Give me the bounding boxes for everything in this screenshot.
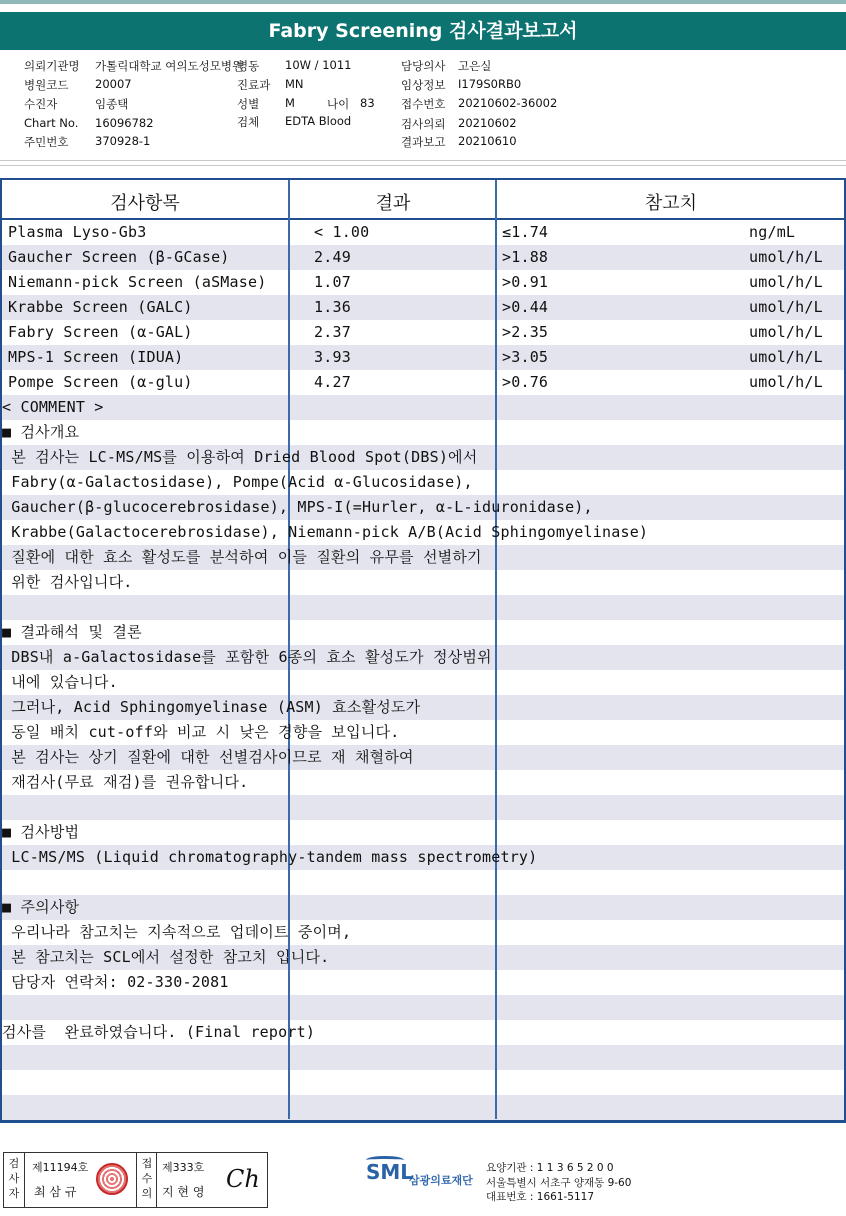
comment-line: 위한 검사입니다. (2, 573, 133, 591)
info-value: 고은실 (458, 59, 492, 73)
test-result: 3.93 (314, 348, 351, 366)
table-row (2, 220, 844, 245)
test-unit: umol/h/L (749, 348, 823, 366)
test-item: Pompe Screen (α-glu) (8, 373, 193, 391)
test-reference: >3.05 (502, 348, 549, 366)
results-table (0, 178, 846, 1123)
comment-line: 본 참고치는 SCL에서 설정한 참고치 입니다. (2, 948, 330, 966)
row-band (2, 995, 844, 1020)
header-result: 결과 (375, 193, 411, 214)
row-band (2, 595, 844, 620)
table-row (2, 370, 844, 395)
comment-line: 질환에 대한 효소 활성도를 분석하여 이들 질환의 유무를 선별하기 (2, 548, 482, 566)
test-result: 2.49 (314, 248, 351, 266)
comment-line: 검사를 완료하였습니다. (Final report) (2, 1023, 316, 1041)
tester-label: 검사자 (8, 1157, 20, 1200)
table-row (2, 345, 844, 370)
test-reference: >1.88 (502, 248, 549, 266)
signature: Ch (226, 1165, 260, 1193)
row-band (2, 820, 844, 845)
test-unit: umol/h/L (749, 323, 823, 341)
comment-line: Krabbe(Galactocerebrosidase), Niemann-pick A/B(Acid Sphingomyelinase) (2, 523, 649, 541)
comment-line: 재검사(무료 재검)를 권유합니다. (2, 773, 249, 791)
test-reference: ≤1.74 (502, 223, 549, 241)
info-label: 결과보고 (401, 135, 446, 149)
info-value: M (285, 96, 295, 110)
info-value: 10W / 1011 (285, 58, 352, 72)
address: 서울특별시 서초구 양재동 9-60 (486, 1177, 632, 1189)
brand-subtitle: 삼광의료재단 (409, 1174, 473, 1187)
table-header (2, 180, 844, 220)
comment-line: ■ 검사개요 (2, 423, 80, 441)
info-label: 접수번호 (401, 97, 446, 111)
header-divider-2 (0, 165, 846, 166)
row-band (2, 1045, 844, 1070)
signature-box (3, 1152, 268, 1208)
test-unit: ng/mL (749, 223, 796, 241)
test-reference: >0.91 (502, 273, 549, 291)
info-value: 임종택 (95, 97, 129, 111)
comment-line: DBS내 a-Galactosidase를 포함한 6종의 효소 활성도가 정상범위 (2, 648, 492, 666)
info-label: 성별 (237, 97, 260, 111)
tester-name: 최 삼 규 (34, 1185, 77, 1199)
test-item: Gaucher Screen (β-GCase) (8, 248, 230, 266)
comment-line: ■ 주의사항 (2, 898, 80, 916)
title-bar (0, 0, 846, 50)
institution-code: 요양기관 : 1 1 3 6 5 2 0 0 (486, 1162, 614, 1174)
test-unit: umol/h/L (749, 273, 823, 291)
table-row (2, 245, 844, 270)
row-band (2, 895, 844, 920)
row-band (2, 795, 844, 820)
info-label: 의뢰기관명 (24, 59, 80, 73)
comment-line: 내에 있습니다. (2, 673, 118, 691)
test-result: 1.36 (314, 298, 351, 316)
row-band (2, 420, 844, 445)
info-label: 담당의사 (401, 59, 446, 73)
age-value: 83 (360, 96, 375, 110)
info-value: 20210610 (458, 134, 517, 148)
info-value: MN (285, 77, 304, 91)
header-reference: 참고치 (644, 193, 698, 214)
comment-line: 동일 배치 cut-off와 비교 시 낮은 경향을 보입니다. (2, 723, 400, 741)
comment-line: LC-MS/MS (Liquid chromatography-tandem mass spectrometry) (2, 848, 538, 866)
comment-line: Gaucher(β-glucocerebrosidase), MPS-I(=Hurler, α-L-iduronidase), (2, 498, 593, 516)
info-value: 370928-1 (95, 134, 151, 148)
test-reference: >2.35 (502, 323, 549, 341)
header-divider (0, 160, 846, 161)
table-row (2, 320, 844, 345)
test-unit: umol/h/L (749, 373, 823, 391)
test-unit: umol/h/L (749, 248, 823, 266)
report-title: Fabry Screening 검사결과보고서 (0, 12, 846, 50)
test-result: 2.37 (314, 323, 351, 341)
comment-line: Fabry(α-Galactosidase), Pompe(Acid α-Glucosidase), (2, 473, 473, 491)
info-value: 20007 (95, 77, 132, 91)
seal-stamp (96, 1163, 128, 1195)
comment-line: 본 검사는 상기 질환에 대한 선별검사이므로 재 채혈하여 (2, 748, 414, 766)
test-item: Niemann-pick Screen (aSMase) (8, 273, 267, 291)
test-result: < 1.00 (314, 223, 370, 241)
info-value: 20210602 (458, 116, 517, 130)
table-row (2, 270, 844, 295)
phone: 대표번호 : 1661-5117 (486, 1191, 595, 1203)
column-divider (495, 180, 497, 1119)
info-label: 병원코드 (24, 78, 69, 92)
reviewer-license: 제333호 (162, 1161, 205, 1174)
test-result: 4.27 (314, 373, 351, 391)
info-label: 검체 (237, 115, 260, 129)
info-label: 검사의뢰 (401, 117, 446, 131)
row-band (2, 870, 844, 895)
test-item: Krabbe Screen (GALC) (8, 298, 193, 316)
test-item: Plasma Lyso-Gb3 (8, 223, 147, 241)
test-reference: >0.76 (502, 373, 549, 391)
table-row (2, 295, 844, 320)
row-band (2, 1070, 844, 1095)
info-label: 병동 (237, 59, 260, 73)
comment-line: 담당자 연락처: 02-330-2081 (2, 973, 229, 991)
header-item: 검사항목 (110, 193, 180, 214)
test-result: 1.07 (314, 273, 351, 291)
comment-line: 본 검사는 LC-MS/MS를 이용하여 Dried Blood Spot(DBS)에서 (2, 448, 478, 466)
sml-logo (366, 1160, 413, 1184)
comment-line: 그러나, Acid Sphingomyelinase (ASM) 효소활성도가 (2, 698, 421, 716)
info-label: 주민번호 (24, 135, 69, 149)
info-label: 수진자 (24, 97, 58, 111)
row-band (2, 1095, 844, 1120)
test-reference: >0.44 (502, 298, 549, 316)
comment-line: 우리나라 참고치는 지속적으로 업데이트 중이며, (2, 923, 352, 941)
age-label: 나이 (327, 97, 350, 111)
test-item: MPS-1 Screen (IDUA) (8, 348, 184, 366)
test-item: Fabry Screen (α-GAL) (8, 323, 193, 341)
info-value: 가톨릭대학교 여의도성모병원 (95, 59, 244, 73)
info-value: 20210602-36002 (458, 96, 558, 110)
test-unit: umol/h/L (749, 298, 823, 316)
brand-name: SML (366, 1160, 414, 1184)
reviewer-label: 접수의 (141, 1157, 153, 1200)
info-value: EDTA Blood (285, 114, 352, 128)
reviewer-name: 지 현 영 (162, 1185, 205, 1199)
info-label: Chart No. (24, 116, 79, 130)
row-band (2, 670, 844, 695)
info-label: 진료과 (237, 78, 271, 92)
comment-line: ■ 검사방법 (2, 823, 80, 841)
info-value: I179S0RB0 (458, 77, 522, 91)
comment-line: < COMMENT > (2, 398, 104, 416)
row-band (2, 395, 844, 420)
info-value: 16096782 (95, 116, 154, 130)
tester-license: 제11194호 (32, 1161, 89, 1174)
info-label: 임상정보 (401, 78, 446, 92)
comment-line: ■ 결과해석 및 결론 (2, 623, 142, 641)
